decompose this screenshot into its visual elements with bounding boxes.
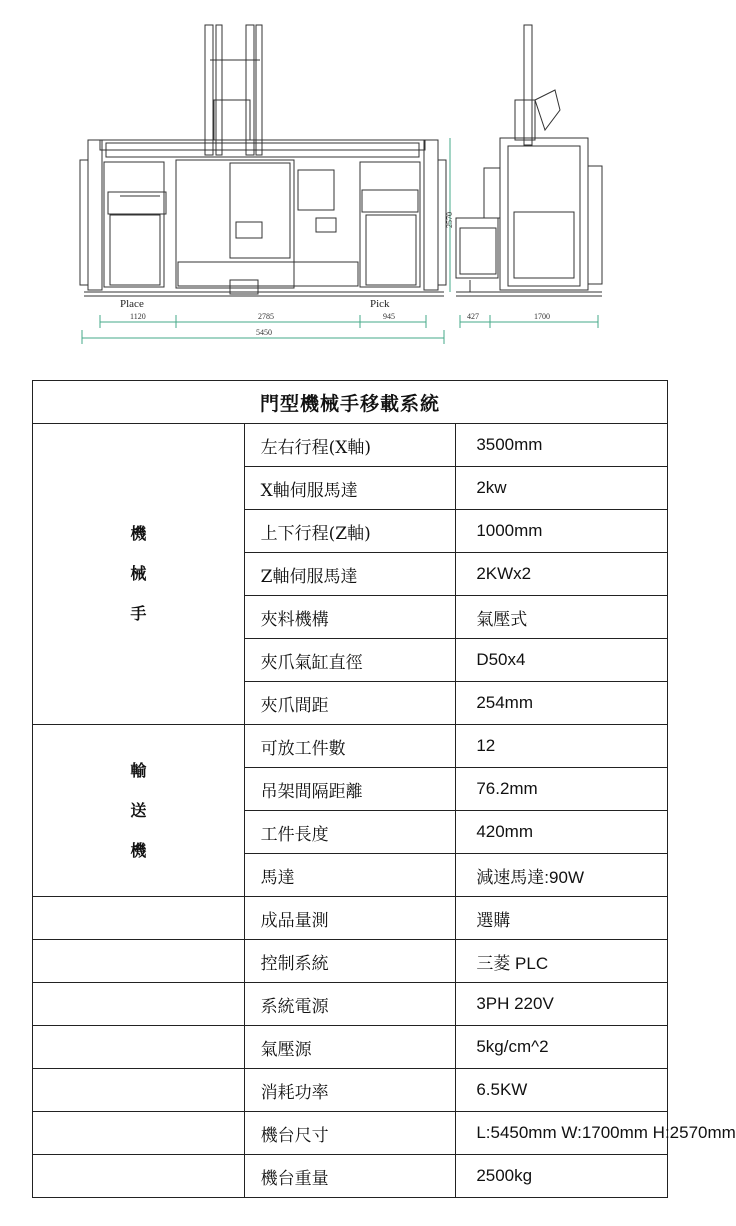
table-row [33, 725, 668, 768]
table-row [33, 897, 668, 940]
spec-title: 門型機械手移載系統 [33, 381, 668, 424]
spec-value: 254mm [456, 682, 668, 725]
spec-key: 消耗功率 [244, 1069, 456, 1112]
spec-key: Z軸伺服馬達 [244, 553, 456, 596]
spec-key: 控制系統 [244, 940, 456, 983]
dim-1120: 1120 [130, 312, 146, 321]
spec-key: 夾爪間距 [244, 682, 456, 725]
group-empty [33, 1112, 245, 1155]
spec-value: D50x4 [456, 639, 668, 682]
spec-value: 2kw [456, 467, 668, 510]
spec-value: L:5450mm W:1700mm H:2570mm [456, 1112, 668, 1155]
spec-value: 選購 [456, 897, 668, 940]
spec-key: X軸伺服馬達 [244, 467, 456, 510]
spec-key: 可放工件數 [244, 725, 456, 768]
spec-key: 馬達 [244, 854, 456, 897]
dim-1700: 1700 [534, 312, 550, 321]
machine-drawing [0, 0, 700, 360]
spec-key: 工件長度 [244, 811, 456, 854]
group-empty [33, 897, 245, 940]
spec-value: 減速馬達:90W [456, 854, 668, 897]
spec-key: 機台重量 [244, 1155, 456, 1198]
dim-5450: 5450 [256, 328, 272, 337]
spec-value: 3PH 220V [456, 983, 668, 1026]
table-row [33, 424, 668, 467]
spec-key: 夾料機構 [244, 596, 456, 639]
spec-key: 夾爪氣缸直徑 [244, 639, 456, 682]
table-row [33, 1069, 668, 1112]
group-empty [33, 940, 245, 983]
table-row [33, 1155, 668, 1198]
spec-table [32, 380, 736, 1198]
spec-key: 系統電源 [244, 983, 456, 1026]
table-row [33, 983, 668, 1026]
spec-key: 吊架間隔距離 [244, 768, 456, 811]
side-view [456, 25, 602, 328]
table-row [33, 1112, 668, 1155]
spec-key: 機台尺寸 [244, 1112, 456, 1155]
spec-value: 2500kg [456, 1155, 668, 1198]
group-empty [33, 1069, 245, 1112]
spec-value: 76.2mm [456, 768, 668, 811]
group-empty [33, 1155, 245, 1198]
dim-427: 427 [467, 312, 479, 321]
spec-value: 氣壓式 [456, 596, 668, 639]
spec-table-wrapper [32, 380, 736, 1198]
dim-2785: 2785 [258, 312, 274, 321]
table-row [33, 940, 668, 983]
spec-key: 成品量測 [244, 897, 456, 940]
group-empty [33, 1026, 245, 1069]
spec-value: 3500mm [456, 424, 668, 467]
pick-label: Pick [370, 298, 390, 310]
spec-value: 1000mm [456, 510, 668, 553]
spec-value: 420mm [456, 811, 668, 854]
spec-value: 6.5KW [456, 1069, 668, 1112]
group-empty [33, 983, 245, 1026]
dim-2570: 2570 [445, 212, 454, 228]
dim-945: 945 [383, 312, 395, 321]
spec-value: 三菱 PLC [456, 940, 668, 983]
group-robot: 機 械 手 [33, 424, 245, 725]
spec-value: 5kg/cm^2 [456, 1026, 668, 1069]
front-view [80, 25, 454, 344]
spec-key: 氣壓源 [244, 1026, 456, 1069]
table-row [33, 1026, 668, 1069]
spec-value: 2KWx2 [456, 553, 668, 596]
group-conveyor: 輸 送 機 [33, 725, 245, 897]
spec-value: 12 [456, 725, 668, 768]
spec-key: 上下行程(Z軸) [244, 510, 456, 553]
place-label: Place [120, 298, 144, 310]
spec-key: 左右行程(X軸) [244, 424, 456, 467]
